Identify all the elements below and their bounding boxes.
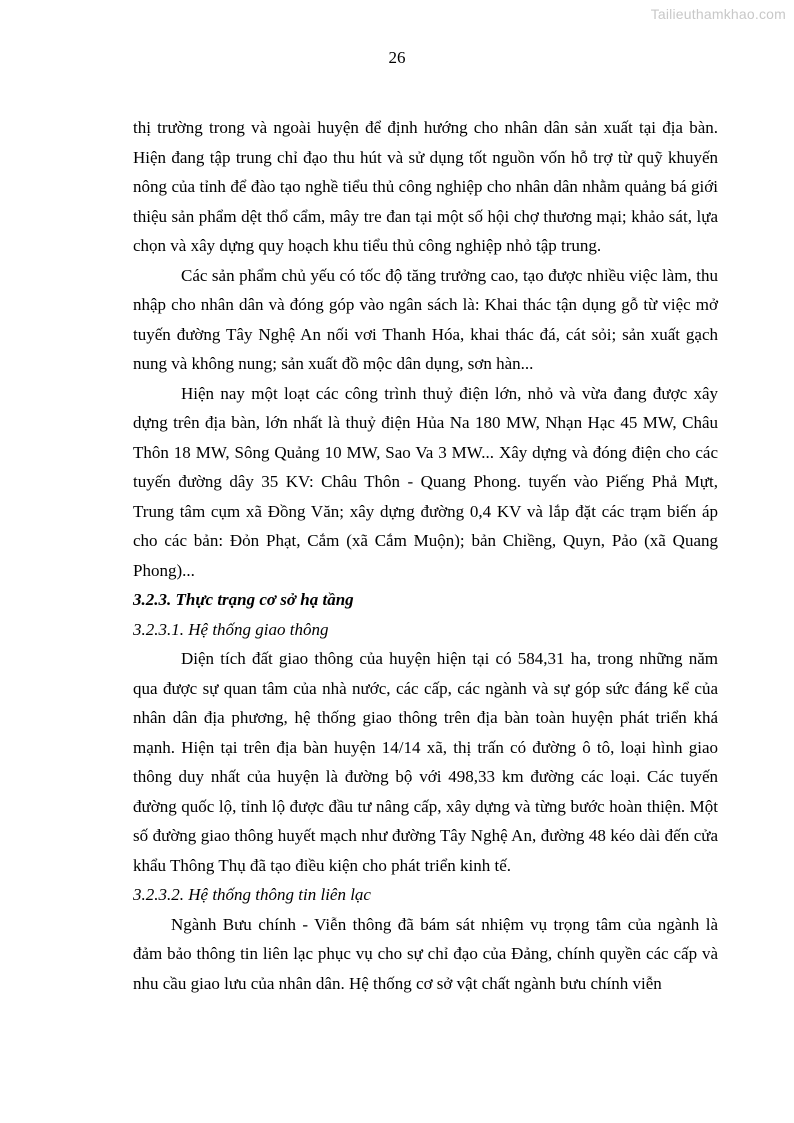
watermark: Tailieuthamkhao.com (650, 6, 786, 22)
subsection-heading-3-2-3-1: 3.2.3.1. Hệ thống giao thông (133, 619, 329, 639)
section-heading-3-2-3: 3.2.3. Thực trạng cơ sở hạ tầng (133, 590, 354, 609)
subsection-heading-3-2-3-2: 3.2.3.2. Hệ thống thông tin liên lạc (133, 885, 371, 904)
paragraph-1: thị trường trong và ngoài huyện để định hướng cho nhân dân sản xuất tại địa bàn. Hiện đang tập trung chỉ đạo thu hút và sử dụng tốt nguồn vốn hỗ trợ từ quỹ khuyến nông của tỉnh để đào tạo nghề tiểu thủ công nghiệp cho nhân dân nhằm quảng bá giới thiệu sản phẩm dệt thổ cẩm, mây tre đan tại một số hội chợ thương mại; khảo sát, lựa chọn và xây dựng quy hoạch khu tiểu thủ công nghiệp nhỏ tập trung. (133, 118, 718, 255)
document-body (133, 113, 718, 998)
paragraph-3: Hiện nay một loạt các công trình thuỷ điện lớn, nhỏ và vừa đang được xây dựng trên địa bàn, lớn nhất là thuỷ điện Hủa Na 180 MW, Nhạn Hạc 45 MW, Châu Thôn 18 MW, Sông Quảng 10 MW, Sao Va 3 MW... Xây dựng và đóng điện cho các tuyến đường dây 35 KV: Châu Thôn - Quang Phong. tuyến vào Piếng Phả Mựt, Trung tâm cụm xã Đồng Văn; xây dựng đường 0,4 KV và lắp đặt các trạm biến áp cho các bản: Đỏn Phạt, Cắm (xã Cắm Muộn); bản Chiềng, Quyn, Pảo (xã Quang Phong)... (133, 383, 718, 580)
paragraph-4: Diện tích đất giao thông của huyện hiện tại có 584,31 ha, trong những năm qua được sự quan tâm của nhà nước, các cấp, các ngành và sự góp sức đáng kể của nhân dân địa phương, hệ thống giao thông trên địa bàn toàn huyện phát triển khá mạnh. Hiện tại trên địa bàn huyện 14/14 xã, thị trấn có đường ô tô, loại hình giao thông duy nhất của huyện là đường bộ với 498,33 km đường các loại. Các tuyến đường quốc lộ, tỉnh lộ được đầu tư nâng cấp, xây dựng và từng bước hoàn thiện. Một số đường giao thông huyết mạch như đường Tây Nghệ An, đường 48 kéo dài đến cửa khẩu Thông Thụ đã tạo điều kiện cho phát triển kinh tế. (133, 649, 718, 875)
page-number: 26 (388, 48, 406, 67)
paragraph-5: Ngành Bưu chính - Viễn thông đã bám sát nhiệm vụ trọng tâm của ngành là đảm bảo thông tin liên lạc phục vụ cho sự chỉ đạo của Đảng, chính quyền các cấp và nhu cầu giao lưu của nhân dân. Hệ thống cơ sở vật chất ngành bưu chính viễn (133, 914, 718, 993)
paragraph-2: Các sản phẩm chủ yếu có tốc độ tăng trưởng cao, tạo được nhiều việc làm, thu nhập cho nhân dân và đóng góp vào ngân sách là: Khai thác tận dụng gỗ từ việc mở tuyến đường Tây Nghệ An nối vơi Thanh Hóa, khai thác đá, cát sỏi; sản xuất gạch nung và không nung; sản xuất đồ mộc dân dụng, sơn hàn... (133, 265, 718, 373)
